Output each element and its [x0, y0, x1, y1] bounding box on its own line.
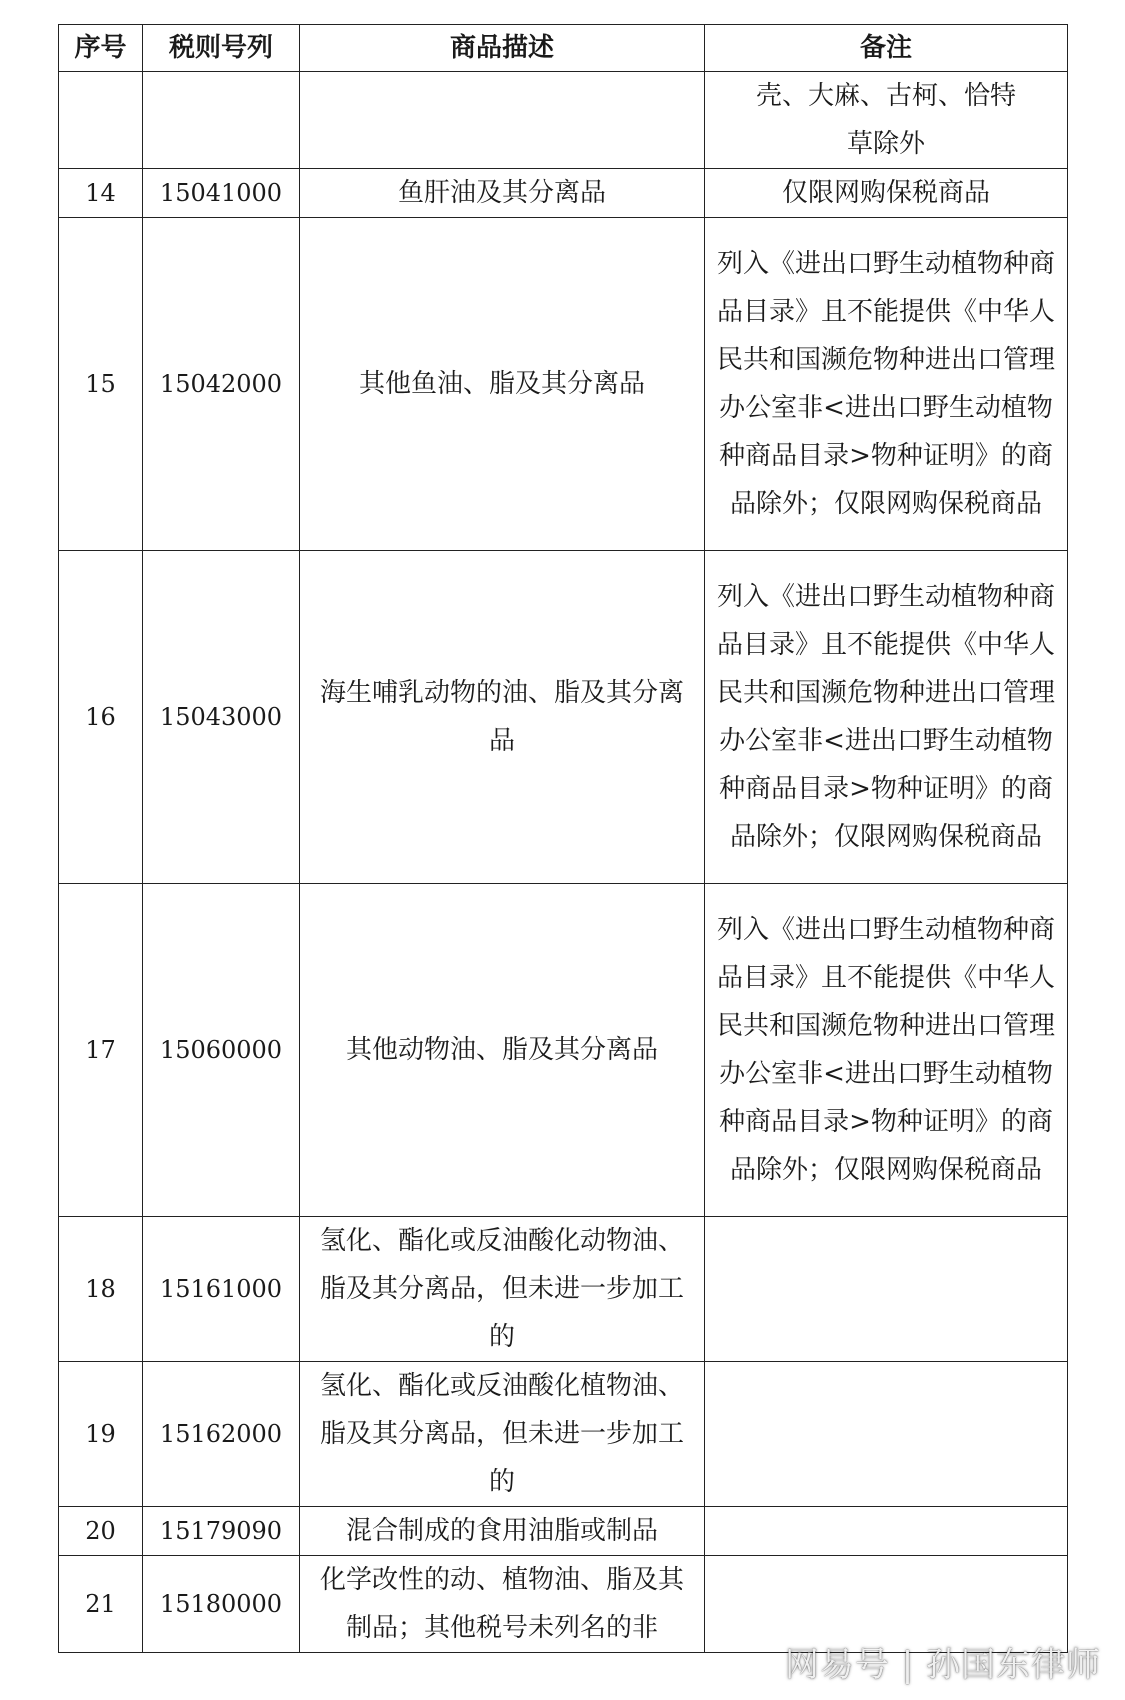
header-description: 商品描述: [300, 25, 705, 72]
cell-tariff-code: [143, 72, 300, 169]
cell-tariff-code: 15060000: [143, 884, 300, 1217]
table-row: [59, 1362, 1068, 1507]
table-row: [59, 218, 1068, 551]
table-row: [59, 884, 1068, 1217]
cell-remarks: [705, 1507, 1068, 1556]
table-row: [59, 551, 1068, 884]
cell-serial-no: 21: [59, 1556, 143, 1653]
cell-tariff-code: 15180000: [143, 1556, 300, 1653]
header-remarks: 备注: [705, 25, 1068, 72]
document-page: [58, 24, 1068, 1653]
watermark-text: 网易号 | 孙国东律师: [784, 1645, 1101, 1685]
cell-description: 海生哺乳动物的油、脂及其分离品: [300, 551, 705, 884]
table-row: [59, 1507, 1068, 1556]
cell-description: 化学改性的动、植物油、脂及其制品；其他税号未列名的非: [300, 1556, 705, 1653]
cell-serial-no: [59, 72, 143, 169]
cell-description: 其他鱼油、脂及其分离品: [300, 218, 705, 551]
cell-description: 混合制成的食用油脂或制品: [300, 1507, 705, 1556]
cell-tariff-code: 15043000: [143, 551, 300, 884]
cell-remarks: 壳、大麻、古柯、恰特草除外: [705, 72, 1068, 169]
table-row: [59, 72, 1068, 169]
cell-tariff-code: 15179090: [143, 1507, 300, 1556]
cell-serial-no: 16: [59, 551, 143, 884]
cell-tariff-code: 15041000: [143, 169, 300, 218]
cell-description: [300, 72, 705, 169]
table-row: [59, 1217, 1068, 1362]
cell-serial-no: 15: [59, 218, 143, 551]
cell-remarks: [705, 1362, 1068, 1507]
cell-remarks: 仅限网购保税商品: [705, 169, 1068, 218]
cell-tariff-code: 15042000: [143, 218, 300, 551]
table-header-row: [59, 25, 1068, 72]
cell-description: 氢化、酯化或反油酸化动物油、脂及其分离品，但未进一步加工的: [300, 1217, 705, 1362]
cell-description: 其他动物油、脂及其分离品: [300, 884, 705, 1217]
cell-serial-no: 18: [59, 1217, 143, 1362]
goods-table: [58, 24, 1068, 1653]
header-tariff-code: 税则号列: [143, 25, 300, 72]
cell-remarks: 列入《进出口野生动植物种商品目录》且不能提供《中华人民共和国濒危物种进出口管理办公室非<进出口野生动植物种商品目录>物种证明》的商品除外；仅限网购保税商品: [705, 551, 1068, 884]
cell-remarks: 列入《进出口野生动植物种商品目录》且不能提供《中华人民共和国濒危物种进出口管理办公室非<进出口野生动植物种商品目录>物种证明》的商品除外；仅限网购保税商品: [705, 884, 1068, 1217]
cell-remarks: [705, 1217, 1068, 1362]
cell-serial-no: 14: [59, 169, 143, 218]
cell-remarks: 列入《进出口野生动植物种商品目录》且不能提供《中华人民共和国濒危物种进出口管理办公室非<进出口野生动植物种商品目录>物种证明》的商品除外；仅限网购保税商品: [705, 218, 1068, 551]
cell-description: 氢化、酯化或反油酸化植物油、脂及其分离品，但未进一步加工的: [300, 1362, 705, 1507]
cell-serial-no: 17: [59, 884, 143, 1217]
cell-tariff-code: 15161000: [143, 1217, 300, 1362]
cell-serial-no: 20: [59, 1507, 143, 1556]
cell-tariff-code: 15162000: [143, 1362, 300, 1507]
table-row: [59, 169, 1068, 218]
header-serial-no: 序号: [59, 25, 143, 72]
cell-serial-no: 19: [59, 1362, 143, 1507]
cell-description: 鱼肝油及其分离品: [300, 169, 705, 218]
